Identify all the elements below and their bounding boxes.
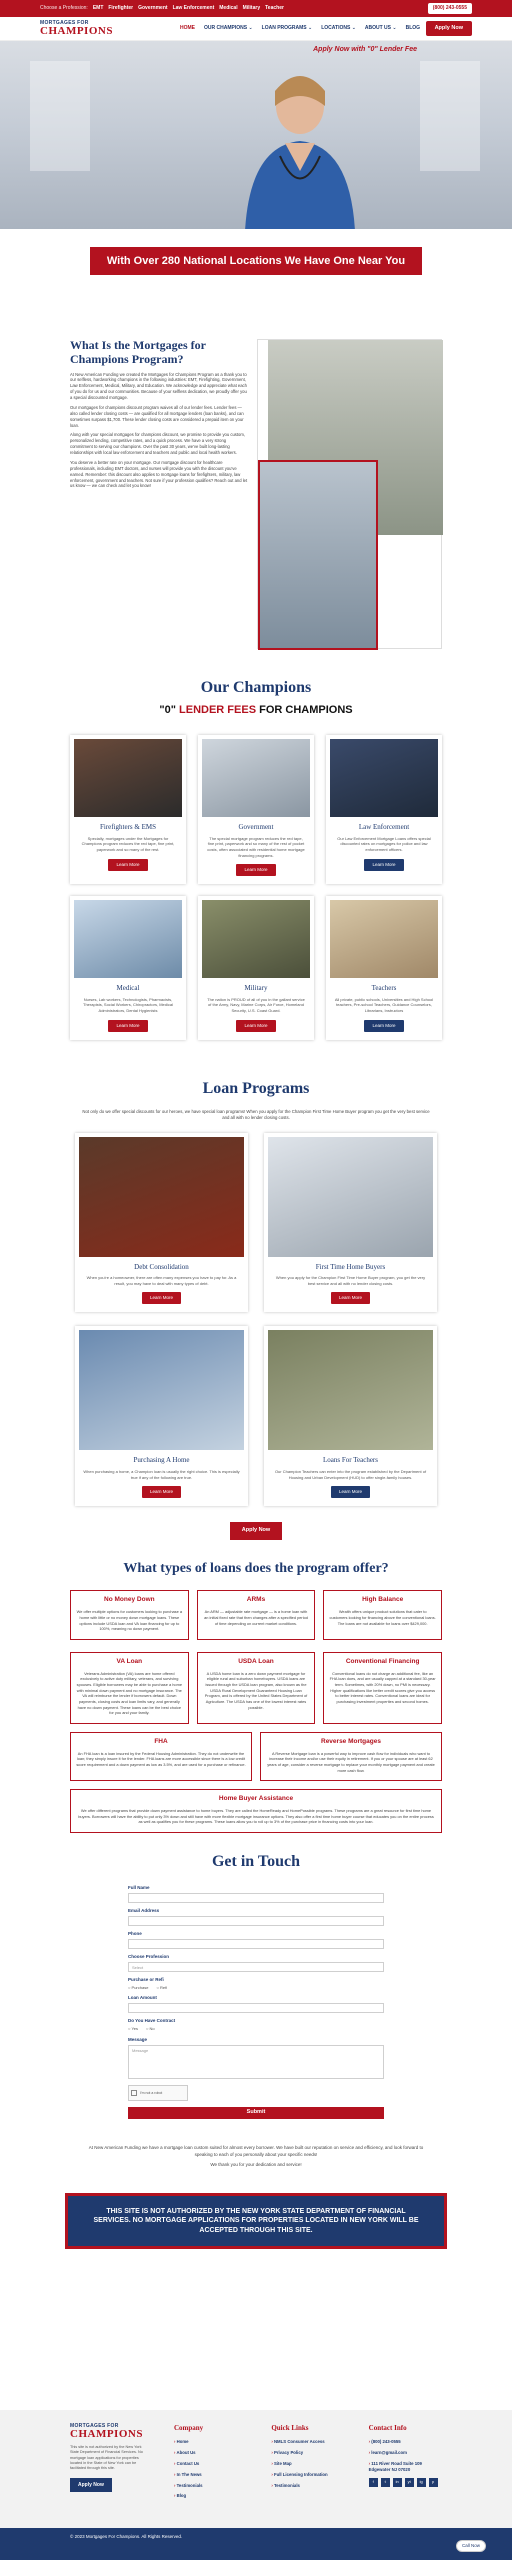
loan-type-reverse-mortgages	[260, 1732, 442, 1781]
learn-more-button[interactable]: Learn More	[364, 1020, 403, 1032]
card-image	[74, 739, 182, 817]
field-label: Full Name	[128, 1884, 150, 1890]
champions-section	[0, 677, 512, 1040]
card-description: Our Champion Teachers can enter into the program established by the Department of Housing and Urban Development (HUD) to offer single-family houses.	[274, 1468, 427, 1480]
footer-link-testimonials[interactable]: › Testimonials	[174, 2483, 247, 2489]
card-description: The special mortgage program reduces the red tape, fine print, paperwork and so many of the rest of pocket costs, often associated with residential home mortgage financing programs.	[207, 835, 305, 858]
ny-disclaimer: THIS SITE IS NOT AUTHORIZED BY THE NEW YORK STATE DEPARTMENT OF FINANCIAL SERVICES. NO MORTGAGE APPLICATIONS FOR PROPERTIES LOCATED IN NEW YORK WILL BE ACCEPTED THROUGH THIS SITE.	[65, 2193, 447, 2249]
loan-type-arms	[197, 1590, 316, 1639]
profession-emt[interactable]: EMT	[92, 5, 104, 12]
call-now-button[interactable]: Call Now	[456, 2540, 486, 2552]
footer-phone[interactable]: › (800) 243-0555	[369, 2439, 442, 2445]
hero-bg-window	[30, 61, 90, 171]
profession-teacher[interactable]: Teacher	[265, 5, 284, 12]
card-military	[198, 896, 314, 1039]
field-label: Purchase or Refi	[128, 1976, 164, 1982]
card-title: Purchasing A Home	[133, 1456, 190, 1465]
loan-type-name: Reverse Mortgages	[321, 1737, 381, 1745]
loan-programs-section	[0, 1078, 512, 1540]
copyright-text: © 2023 Mortgages For Champions. All Rights Reserved.	[70, 2534, 183, 2539]
nav-loan-programs[interactable]: LOAN PROGRAMS ⌄	[261, 25, 313, 32]
card-image	[74, 900, 182, 978]
radio-purchase[interactable]: ○ Purchase	[128, 1984, 149, 1990]
loan-type-desc: Conventional loans do not charge an additional fee, like an FHA loan does, and are usually capped at a standard 30-year term. Sometimes, with 20% down, no PMI is necessary. Higher qualifications like better credit scores give you access to better interest rates. Conventional loans are ideal for purchasing investment properties and second homes.	[329, 1670, 436, 1704]
message-textarea[interactable]: Message	[128, 2045, 384, 2079]
what-is-paragraph: You deserve a better rate on your mortgage. Our mortgage discount for healthcare professionals, including EMT doctors, and nurses will provide you with the discount you've earned. Remember: this discount also applies to mortgage loans for firefighters, military, law enforcement, government and teachers. Not sure if your profession qualifies? Reach out and let us know — we can check and let you know!	[70, 459, 248, 489]
form-title: Get in Touch	[211, 1853, 301, 1870]
hero-apply-line[interactable]: Apply Now with "0" Lender Fee	[313, 46, 417, 53]
card-description: When you apply for the Champion First Time Home Buyer program, you get the very best service and all with no lender closing costs.	[275, 1275, 426, 1286]
hero-bg-window	[420, 61, 480, 171]
loan-type-usda-loan	[197, 1652, 316, 1724]
what-is-paragraph: Our mortgages for champions discount program waives all of our lender fees. Lender fees — also called lender closing costs — are qualified for all mortgage lenders (loan banks), and can sometimes surpass $1,700. These lender closing costs are considered a prepaid item on your loan.	[70, 404, 244, 428]
subtitle-suffix: FOR CHAMPIONS	[259, 703, 353, 716]
main-nav	[180, 25, 420, 32]
hero-section	[0, 41, 512, 229]
card-debt-consolidation	[75, 1133, 248, 1313]
loan-type-desc: A USDA home loan is a zero down payment mortgage for eligible rural and suburban homebuyers. USDA loans are issued through the USDA loan program, also known as the USDA Rural Development Guaranteed Housing Loan Program, and is offered by the United States Department of Agriculture. The USDA has one of the lowest interest rates possible.	[204, 1670, 308, 1710]
loan-type-name: USDA Loan	[238, 1657, 274, 1665]
footer-contact-title: Contact Info	[368, 2424, 407, 2432]
loan-type-no-money-down	[70, 1590, 189, 1639]
card-teachers	[326, 896, 442, 1039]
card-image	[330, 900, 438, 978]
subtitle-prefix: "0"	[159, 703, 176, 716]
recaptcha-widget[interactable]: I'm not a robot	[128, 2085, 188, 2101]
footer-disclaimer: This site is not authorized by the New York State Department of Financial Services. No mortgage loan applications for properties located in the State of New York can be facilitated through this site.	[70, 2445, 143, 2471]
subtitle-red: LENDER FEES	[179, 703, 257, 716]
loan-type-box	[70, 1789, 442, 1833]
profession-bar	[0, 0, 512, 17]
card-title: Loans For Teachers	[323, 1456, 378, 1465]
footer-company	[174, 2424, 247, 2528]
loan-type-name: Conventional Financing	[345, 1657, 420, 1665]
card-image	[268, 1330, 433, 1450]
card-law-enforcement	[326, 735, 442, 884]
outro-paragraph: At New American Funding we have a mortgage loan custom suited for almost every borrower. We have built our reputation on service and efficiency, and look forward to speaking to each of you personally about your specific needs!	[88, 2144, 424, 2157]
footer-link-nmls-consumer-access[interactable]: › NMLS Consumer Access	[271, 2439, 344, 2445]
footer-link-in-the-news[interactable]: › In The News	[174, 2472, 247, 2478]
card-image	[202, 739, 310, 817]
footer-apply-button[interactable]: Apply Now	[70, 2478, 112, 2493]
what-is-text	[70, 339, 249, 649]
social-yt-icon[interactable]: yt	[405, 2478, 414, 2487]
learn-more-button[interactable]: Learn More	[108, 859, 147, 871]
loan-programs-title: Loan Programs	[202, 1079, 310, 1097]
loan-type-desc: An ARM — adjustable rate mortgage — is a home loan with an initial fixed rate that then changes after a specified period of time depending on current market conditions.	[204, 1609, 308, 1626]
card-image	[79, 1330, 244, 1450]
logo-line2: CHAMPIONS	[40, 24, 113, 37]
what-is-section	[70, 339, 442, 649]
profession-firefighter[interactable]: Firefighter	[108, 5, 134, 12]
footer-address: › 111 River Road Suite 109 Edgewater NJ 07020	[369, 2461, 442, 2473]
what-is-paragraph: Along with your special mortgages for champions discount, we promise to provide you custom, personalized lending, competitive rates, and a quick process. We have a very strong commitment to serving our champions. Over the past 30 years, we've built long-lasting relationships with local law enforcement and teachers and public and local health workers.	[70, 432, 246, 456]
card-description: Our Law Enforcement Mortgage Loans offers special discounted rates on mortgages for police and law enforcement officers.	[337, 835, 431, 853]
footer-link-site-map[interactable]: › Site Map	[271, 2461, 344, 2467]
loan-type-name: ARMs	[246, 1596, 266, 1604]
nav-locations[interactable]: LOCATIONS ⌄	[321, 25, 356, 32]
profession-select[interactable]: Select	[128, 1962, 384, 1972]
card-description: When purchasing a home, a Champion loan is usually the right choice. This is especially true if any of the following are true.	[83, 1468, 240, 1480]
card-purchasing-a-home	[75, 1326, 248, 1506]
full-name-input[interactable]	[128, 1893, 384, 1903]
card-description: All private, public schools, Universities and High School teachers, Pre-school Teachers, Guidance Counselors, Librarians, Instructors	[334, 996, 434, 1013]
learn-more-button[interactable]: Learn More	[108, 1020, 147, 1032]
loan-amount-input[interactable]	[128, 2003, 384, 2013]
learn-more-button[interactable]: Learn More	[331, 1292, 370, 1304]
outro-text	[80, 2145, 432, 2169]
footer-about	[70, 2424, 150, 2528]
card-image	[268, 1137, 433, 1257]
locations-banner: With Over 280 National Locations We Have One Near You	[90, 247, 422, 275]
email-input[interactable]	[128, 1916, 384, 1926]
nav-our-champions[interactable]: OUR CHAMPIONS ⌄	[204, 25, 253, 32]
card-title: Teachers	[371, 984, 397, 993]
loan-type-desc: An FHA loan is a loan insured by the Federal Housing Administration. They do not underwrite the loan; they simply insure it for the lender. FHA loans are more accessible since there is a low credit score requirement and a down payment as low as 3.5%, and are used for a purchase or refinance.	[76, 1750, 246, 1767]
footer-company-title: Company	[174, 2424, 204, 2432]
nav-home[interactable]: HOME	[180, 25, 195, 32]
loan-cards	[75, 1133, 437, 1506]
social-in-icon[interactable]: in	[393, 2478, 402, 2487]
footer-logo[interactable]: MORTGAGES FOR CHAMPIONS	[70, 2423, 143, 2440]
learn-more-button[interactable]: Learn More	[331, 1486, 370, 1498]
profession-law-enforcement[interactable]: Law Enforcement	[172, 5, 215, 12]
card-title: Firefighters & EMS	[100, 823, 156, 832]
profession-military[interactable]: Military	[242, 5, 261, 12]
loan-type-desc: We offer different programs that provide down payment assistance to home buyers. They are called the HomeReady and HomePossible programs. These programs are a great resource for first time home buyers. Borrowers will have the ability to put only 3% down and still have with more flexible mortgage insurance options. They also offer a first time home buyer course that educates you on the entire process as well as qualifies you for these programs. These loans allow you to roll up to 3% of the purchase price in financing costs into your loan.	[78, 1808, 434, 1825]
field-label: Choose Profession	[128, 1953, 170, 1959]
card-title: Medical	[116, 984, 140, 993]
hero-nurse-image	[225, 61, 375, 229]
loan-type-name: High Balance	[362, 1596, 404, 1604]
loan-type-desc: We offer multiple options for customers looking to purchase a home with little or no money down mortgage loans. These options include USDA loan and VA loan financing for up to 100%, meaning no down payment.	[76, 1609, 183, 1632]
footer-quick-title: Quick Links	[271, 2424, 309, 2432]
profession-government[interactable]: Government	[138, 5, 168, 12]
loan-type-name: No Money Down	[104, 1596, 155, 1604]
loan-type-name: VA Loan	[116, 1657, 143, 1665]
footer-contact	[369, 2424, 442, 2528]
social-icons	[369, 2478, 442, 2487]
learn-more-button[interactable]: Learn More	[142, 1292, 181, 1304]
loan-types-row	[70, 1590, 442, 1639]
field-label: Email Address	[128, 1907, 160, 1913]
loans-apply-button[interactable]: Apply Now	[230, 1522, 282, 1539]
footer-link-privacy-policy[interactable]: › Privacy Policy	[271, 2450, 344, 2456]
what-is-title: What Is the Mortgages for Champions Program?	[70, 338, 206, 366]
nav-about-us[interactable]: ABOUT US ⌄	[364, 25, 397, 32]
card-description: Nurses, Lab workers, Technologists, Pharmacists, Therapists, Social Workers, Chiropractors, Medical Administrators, Dental Hygienists	[83, 996, 173, 1013]
card-description: Specially, mortgages under the Mortgages for Champions program reduces the red tape, fine print, paperwork and so many of the rest.	[81, 835, 175, 853]
champion-cards	[70, 735, 442, 1039]
card-loans-for-teachers	[264, 1326, 437, 1506]
phone-input[interactable]	[128, 1939, 384, 1949]
learn-more-button[interactable]: Learn More	[142, 1486, 181, 1498]
social-ig-icon[interactable]: ig	[417, 2478, 426, 2487]
card-title: Government	[238, 823, 274, 832]
social-t-icon[interactable]: t	[381, 2478, 390, 2487]
champions-subtitle	[0, 703, 512, 718]
loan-types-row	[70, 1732, 442, 1781]
doctor-photo	[258, 460, 378, 650]
footer-link-contact-us[interactable]: › Contact Us	[174, 2461, 247, 2467]
outro-paragraph: We thank you for your dedication and service!	[210, 2162, 302, 2168]
footer-link-about-us[interactable]: › About Us	[174, 2450, 247, 2456]
recaptcha-checkbox[interactable]	[131, 2090, 137, 2096]
logo-line1: MORTGAGES FOR	[40, 19, 89, 26]
copyright-bar	[0, 2528, 512, 2560]
profession-medical[interactable]: Medical	[219, 5, 238, 12]
learn-more-button[interactable]: Learn More	[364, 859, 403, 871]
radio-yes[interactable]: ○ Yes	[128, 2026, 138, 2032]
card-image	[79, 1137, 244, 1257]
footer-quick-links	[271, 2424, 344, 2528]
loan-types-row	[70, 1652, 442, 1724]
radio-refi[interactable]: ○ Refi	[156, 1984, 168, 1990]
loan-types-title: What types of loans does the program offer?	[123, 1560, 389, 1576]
choose-profession-label: Choose a Profession:	[40, 5, 88, 12]
card-description: When you're a homeowner, there are often many expenses you have to pay for. As a result, you may have to deal with many types of debt.	[86, 1275, 237, 1286]
loan-types-section	[0, 1560, 512, 1833]
phone-button[interactable]: (800) 243-0555	[428, 3, 472, 14]
loan-type-high-balance	[323, 1590, 442, 1639]
contact-form	[128, 1851, 384, 2119]
loan-type-name: Home Buyer Assistance	[218, 1795, 294, 1803]
loan-type-desc: A Reverse Mortgage loan is a powerful way to improve cash flow for individuals who want to increase their income and/or use their equity in retirement. If you or your spouse are at least 62 years of age, consider a reverse mortgage to replace your monthly mortgage payment and create more cash flow.	[267, 1750, 435, 1773]
footer-link-full-licensing-information[interactable]: › Full Licensing Information	[271, 2472, 344, 2478]
loan-type-name: FHA	[154, 1737, 168, 1745]
submit-button[interactable]: Submit	[128, 2107, 384, 2119]
loan-type-conventional-financing	[323, 1652, 442, 1724]
site-header	[0, 17, 512, 41]
radio-no[interactable]: ○ No	[146, 2026, 155, 2032]
card-firefighters-ems	[70, 735, 186, 884]
field-label: Phone	[128, 1930, 142, 1936]
card-medical	[70, 896, 186, 1039]
footer-link-testimonials[interactable]: › Testimonials	[271, 2483, 344, 2489]
loan-type-fha	[70, 1732, 252, 1781]
social-f-icon[interactable]: f	[369, 2478, 378, 2487]
field-label: Message	[128, 2036, 148, 2042]
site-logo[interactable]	[40, 21, 120, 37]
learn-more-button[interactable]: Learn More	[236, 864, 275, 876]
card-first-time-home-buyers	[264, 1133, 437, 1313]
learn-more-button[interactable]: Learn More	[236, 1020, 275, 1032]
site-footer	[0, 2410, 512, 2528]
loan-type-va-loan	[70, 1652, 189, 1724]
footer-email[interactable]: › learn@gmail.com	[369, 2450, 442, 2456]
card-title: Military	[244, 984, 268, 993]
card-image	[330, 739, 438, 817]
card-image	[202, 900, 310, 978]
loan-programs-intro: Not only do we offer special discounts for our heroes, we have special loan programs! When you apply for the Champion First Time Home Buyer program you get the very best service and all with no lender closing costs.	[82, 1109, 430, 1120]
nav-blog[interactable]: BLOG	[405, 25, 421, 32]
loan-type-desc: Wealth offers unique product solutions that cater to customers looking for financing above the conventional loans. The loans are not available for loans over $429,000.	[329, 1609, 436, 1626]
champions-title: Our Champions	[200, 679, 312, 696]
header-apply-button[interactable]: Apply Now	[426, 21, 472, 36]
footer-link-home[interactable]: › Home	[174, 2439, 247, 2445]
card-description: The nation is PROUD of all of you in the gallant service of the Army, Navy, Marine Corps, Air Force, Homeland Security, U.S. Coast Guard.	[207, 996, 305, 1013]
social-p-icon[interactable]: p	[429, 2478, 438, 2487]
card-title: Law Enforcement	[358, 823, 410, 832]
card-title: Debt Consolidation	[134, 1262, 189, 1271]
field-label: Do You Have Contract	[128, 2018, 176, 2024]
field-label: Loan Amount	[128, 1995, 157, 2001]
card-government	[198, 735, 314, 884]
what-is-paragraph: At New American Funding we created the Mortgages for Champions Program as a thank you to our selfless, hardworking champions in the following industries: EMT, Firefighting, Government, Law Enforcement, Medical, Military, and Education. We acknowledge and appreciate what each of you do for us and our communities. Because of your selfless dedication, we proudly offer you a special discounted mortgage.	[70, 371, 247, 401]
what-is-images	[257, 339, 442, 649]
card-title: First Time Home Buyers	[315, 1262, 386, 1271]
loan-type-desc: Veterans Administration (VA) loans are home offered exclusively to active duty military, veterans, and surviving spouses. Eligible borrowers may be able to purchase a home with minimal down payment and no mortgage insurance. The VA will reimburse the lender if borrowers default. Down payments, closing costs and loan limits vary, and generally have no down payment. These loans can be the best choice for you and your family.	[76, 1670, 182, 1716]
footer-link-blog[interactable]: › Blog	[174, 2493, 247, 2499]
